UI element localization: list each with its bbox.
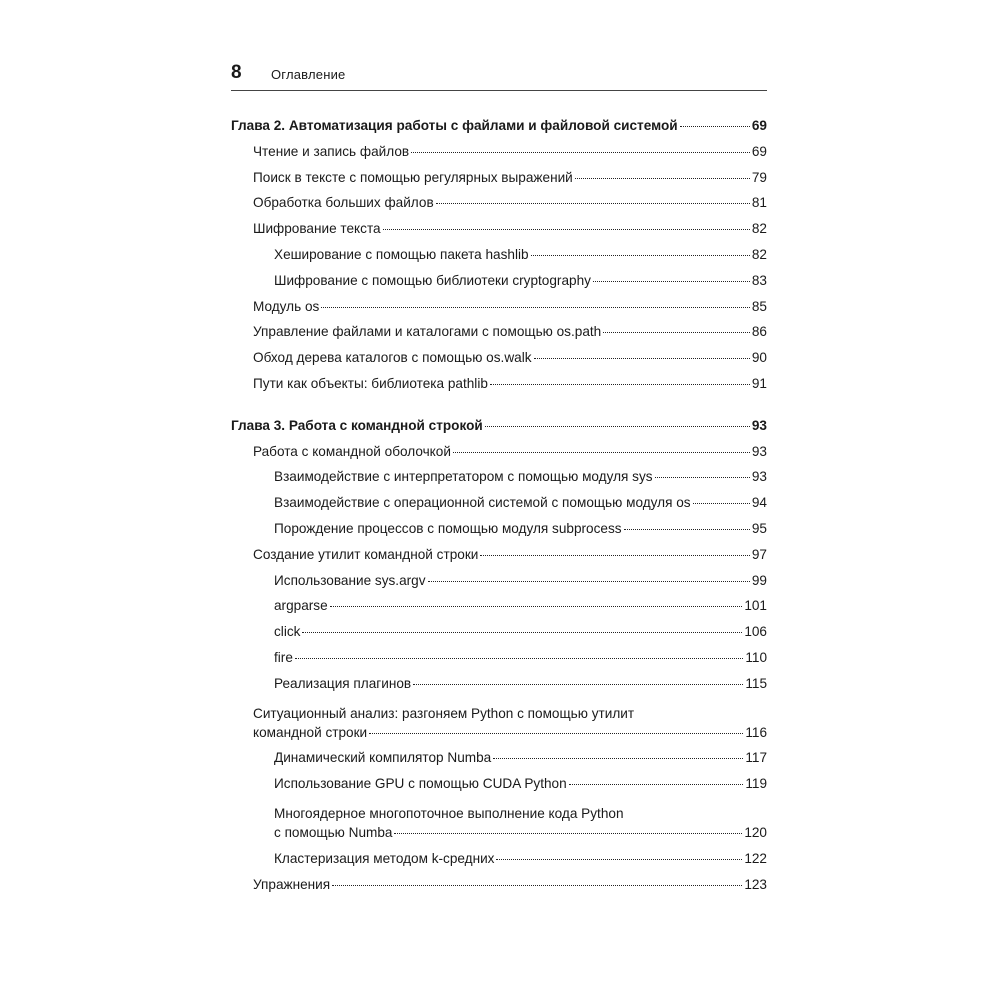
table-of-contents (231, 118, 767, 902)
toc-label: Пути как объекты: библиотека pathlib (253, 375, 488, 391)
leader-dots (693, 503, 750, 504)
toc-label: Шифрование с помощью библиотеки cryptography (274, 272, 591, 288)
toc-page: 97 (751, 546, 767, 562)
toc-subentry[interactable] (231, 521, 767, 547)
page-header (231, 60, 767, 91)
toc-subentry[interactable] (231, 776, 767, 802)
toc-label: argparse (274, 598, 328, 614)
toc-page: 86 (751, 324, 767, 340)
toc-page: 115 (745, 675, 767, 691)
leader-dots (436, 203, 750, 204)
leader-dots (332, 885, 742, 886)
toc-label: Модуль os (253, 298, 320, 314)
leader-dots (321, 307, 750, 308)
page-number: 8 (231, 62, 242, 83)
toc-entry[interactable] (231, 324, 767, 350)
toc-label: Реализация плагинов (274, 675, 412, 691)
leader-dots (480, 555, 750, 556)
toc-page: 101 (744, 598, 767, 614)
toc-subentry[interactable] (231, 247, 767, 273)
toc-page: 95 (751, 520, 767, 536)
toc-subentry[interactable] (231, 495, 767, 521)
toc-page: 99 (751, 572, 767, 588)
toc-page: 120 (744, 824, 767, 840)
toc-label: Динамический компилятор Numba (274, 750, 492, 766)
toc-entry-multiline[interactable] (231, 702, 767, 751)
toc-label: Обработка больших файлов (253, 195, 434, 211)
toc-subentry[interactable] (231, 676, 767, 702)
toc-page: 91 (751, 375, 767, 391)
running-title: Оглавление (271, 67, 346, 82)
toc-label-line1: Многоядерное многопоточное выполнение кода Python (274, 805, 624, 821)
toc-chapter-3[interactable] (231, 418, 767, 444)
toc-page: 122 (744, 850, 767, 866)
toc-label: Хеширование с помощью пакета hashlib (274, 246, 529, 262)
leader-dots (569, 784, 744, 785)
toc-page: 110 (745, 649, 767, 665)
toc-page: 93 (751, 443, 767, 459)
leader-dots (593, 281, 750, 282)
toc-label: Глава 2. Автоматизация работы с файлами и файловой системой (231, 118, 678, 133)
leader-dots (413, 684, 743, 685)
toc-label: Чтение и запись файлов (253, 143, 410, 159)
toc-label: Глава 3. Работа с командной строкой (231, 417, 483, 433)
toc-page: 123 (744, 876, 767, 892)
toc-page: 94 (751, 495, 767, 511)
leader-dots (624, 529, 750, 530)
toc-label: командной строки (253, 724, 368, 740)
toc-page: 81 (751, 195, 767, 211)
toc-label: Использование GPU с помощью CUDA Python (274, 776, 567, 792)
toc-subentry[interactable] (231, 650, 767, 676)
leader-dots (295, 658, 743, 659)
toc-label: Поиск в тексте с помощью регулярных выражений (253, 169, 573, 185)
toc-label: Использование sys.argv (274, 572, 426, 588)
toc-label: Обход дерева каталогов с помощью os.walk (253, 350, 532, 366)
leader-dots (302, 632, 742, 633)
leader-dots (453, 452, 750, 453)
toc-page: 85 (751, 298, 767, 314)
toc-entry[interactable] (231, 350, 767, 376)
leader-dots (531, 255, 750, 256)
leader-dots (575, 178, 750, 179)
toc-entry[interactable] (231, 221, 767, 247)
leader-dots (428, 581, 750, 582)
leader-dots (534, 358, 750, 359)
toc-page: 82 (751, 221, 767, 237)
toc-chapter-2[interactable] (231, 118, 767, 144)
leader-dots (383, 229, 750, 230)
leader-dots (490, 384, 750, 385)
toc-label: Кластеризация методом k-средних (274, 850, 495, 866)
leader-dots (485, 426, 750, 427)
toc-subentry[interactable] (231, 573, 767, 599)
toc-entry[interactable] (231, 299, 767, 325)
toc-subentry[interactable] (231, 750, 767, 776)
toc-label: Шифрование текста (253, 221, 381, 237)
leader-dots (493, 758, 743, 759)
toc-subentry[interactable] (231, 624, 767, 650)
toc-subentry[interactable] (231, 598, 767, 624)
toc-page: 83 (751, 272, 767, 288)
toc-page: 119 (745, 776, 767, 792)
toc-subentry[interactable] (231, 273, 767, 299)
toc-label: Взаимодействие с интерпретатором с помощью модуля sys (274, 469, 653, 485)
toc-label: с помощью Numba (274, 824, 393, 840)
leader-dots (496, 859, 742, 860)
toc-entry[interactable] (231, 444, 767, 470)
leader-dots (369, 733, 743, 734)
toc-label: fire (274, 649, 293, 665)
leader-dots (603, 332, 750, 333)
toc-label-line1: Ситуационный анализ: разгоняем Python с помощью утилит (253, 705, 635, 721)
toc-page: 90 (751, 350, 767, 366)
toc-entry[interactable] (231, 877, 767, 903)
toc-label: Создание утилит командной строки (253, 546, 479, 562)
toc-subentry-multiline[interactable] (231, 802, 767, 851)
toc-entry[interactable] (231, 170, 767, 196)
leader-dots (394, 833, 742, 834)
toc-subentry[interactable] (231, 851, 767, 877)
toc-label: click (274, 624, 301, 640)
leader-dots (330, 606, 743, 607)
leader-dots (680, 126, 750, 127)
toc-page: 79 (751, 169, 767, 185)
toc-entry[interactable] (231, 376, 767, 402)
toc-entry[interactable] (231, 144, 767, 170)
toc-page: 69 (751, 143, 767, 159)
toc-page: 106 (744, 624, 767, 640)
toc-page: 93 (751, 469, 767, 485)
toc-entry[interactable] (231, 547, 767, 573)
leader-dots (411, 152, 750, 153)
toc-label: Взаимодействие с операционной системой с помощью модуля os (274, 495, 691, 511)
toc-entry[interactable] (231, 195, 767, 221)
toc-label: Упражнения (253, 876, 331, 892)
leader-dots (655, 477, 750, 478)
toc-page: 117 (745, 750, 767, 766)
toc-label: Управление файлами и каталогами с помощью os.path (253, 324, 602, 340)
toc-page: 82 (751, 246, 767, 262)
toc-page: 116 (745, 724, 767, 740)
toc-page: 93 (751, 417, 767, 433)
toc-subentry[interactable] (231, 469, 767, 495)
toc-page: 69 (751, 118, 767, 133)
toc-label: Работа с командной оболочкой (253, 443, 451, 459)
toc-label: Порождение процессов с помощью модуля subprocess (274, 520, 622, 536)
